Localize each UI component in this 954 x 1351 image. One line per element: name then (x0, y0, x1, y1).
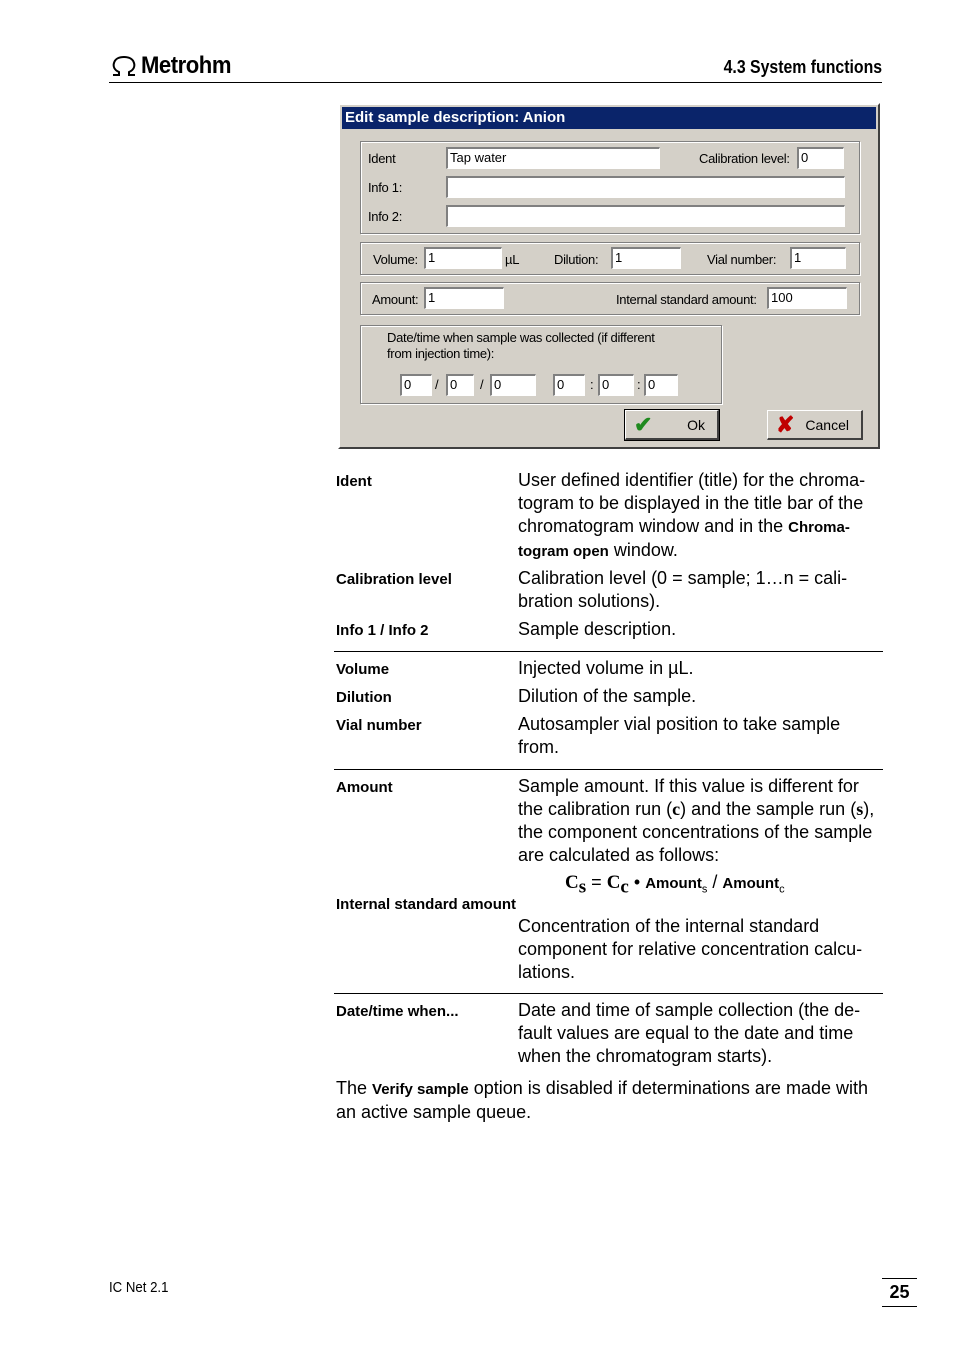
ident-field[interactable]: Tap water (446, 147, 660, 169)
divider (334, 769, 883, 770)
vial-number-label: Vial number: (707, 252, 777, 267)
desc-datetime: Date and time of sample collection (the de-fault values are equal to the date and time when the chromatogram starts). (518, 1000, 861, 1066)
volume-unit: µL (505, 252, 520, 267)
formula-cc: C (606, 872, 621, 893)
info1-label: Info 1: (368, 180, 403, 195)
note-text: The (336, 1078, 373, 1098)
formula-equals: = (591, 872, 602, 892)
section-title: 4.3 System functions (723, 57, 882, 77)
cross-icon: ✘ (776, 411, 795, 437)
term-internal-standard-amount: Internal standard amount (336, 896, 517, 913)
desc-vial-number: Autosampler vial position to take sample from. (518, 714, 841, 757)
date-year-field[interactable]: 0 (490, 374, 536, 396)
calibration-level-field[interactable]: 0 (797, 147, 844, 169)
metrohm-logo (110, 52, 239, 80)
date-separator: / (480, 377, 484, 392)
desc-amount-s: s (856, 799, 864, 819)
desc-amount-text-end: ), the component concentrations of the sample are calculated as follows: (518, 799, 875, 865)
term-info: Info 1 / Info 2 (336, 622, 429, 639)
internal-standard-amount-field[interactable]: 100 (767, 287, 847, 309)
omega-icon (110, 55, 138, 77)
time-second-field[interactable]: 0 (644, 374, 678, 396)
date-separator: / (435, 377, 439, 392)
desc-volume: Injected volume in µL. (518, 658, 694, 678)
date-day-field[interactable]: 0 (400, 374, 432, 396)
formula-amount-s: Amount (645, 875, 702, 892)
desc-dilution: Dilution of the sample. (518, 686, 697, 706)
amount-field[interactable]: 1 (424, 287, 504, 309)
ok-button-label: Ok (687, 416, 705, 433)
formula-cs-sub: s (578, 876, 587, 898)
ident-label: Ident (368, 151, 396, 166)
cancel-button-label: Cancel (805, 416, 849, 433)
desc-ident-text: User defined identifier (title) for the chroma-togram to be displayed in the title bar of the chromatogram window and in the (518, 470, 866, 536)
verify-sample-note (336, 1077, 883, 1124)
divider (334, 651, 883, 652)
datetime-label-line1: Date/time when sample was collected (if different (387, 330, 655, 345)
dialog-titlebar: Edit sample description: Anion (342, 107, 876, 129)
term-vial-number: Vial number (336, 717, 422, 734)
desc-ident-text-end: window. (608, 540, 678, 560)
desc-amount (518, 775, 883, 867)
formula-amount-s-sub: s (701, 883, 708, 896)
term-ident: Ident (336, 473, 372, 490)
info1-field[interactable] (446, 176, 845, 198)
term-datetime: Date/time when... (336, 1003, 459, 1020)
term-calibration-level: Calibration level (336, 571, 452, 588)
desc-amount-text: Sample amount. If this value is different for the calibration run ( (518, 776, 859, 819)
page-number: 25 (882, 1278, 917, 1307)
divider (334, 993, 883, 994)
brand-name: Metrohm (141, 52, 232, 79)
term-volume: Volume (336, 661, 390, 678)
checkmark-icon: ✔ (634, 411, 653, 437)
amount-label: Amount: (372, 292, 419, 307)
calibration-level-label: Calibration level: (699, 151, 790, 166)
formula-amount-c: Amount (722, 875, 780, 892)
datetime-label-line2: from injection time): (387, 346, 495, 361)
volume-field[interactable]: 1 (424, 247, 502, 269)
desc-internal-standard-amount: Concentration of the internal standard component for relative concentration calcu-lations. (518, 916, 863, 982)
date-month-field[interactable]: 0 (446, 374, 474, 396)
formula-cs: C (565, 872, 579, 893)
dilution-field[interactable]: 1 (611, 247, 681, 269)
desc-amount-text-mid: ) and the sample run ( (680, 799, 857, 819)
desc-ident (518, 469, 883, 563)
concentration-formula (565, 872, 785, 899)
volume-label: Volume: (373, 252, 418, 267)
edit-sample-dialog (338, 103, 880, 449)
formula-dot: • (633, 872, 641, 892)
internal-standard-amount-label: Internal standard amount: (616, 292, 757, 307)
header-rule (109, 82, 882, 83)
vial-number-field[interactable]: 1 (790, 247, 846, 269)
desc-calibration-level: Calibration level (0 = sample; 1…n = cali-bration solutions). (518, 568, 848, 611)
info2-field[interactable] (446, 205, 845, 227)
desc-amount-c: c (672, 799, 681, 819)
product-name: IC Net 2.1 (109, 1279, 169, 1296)
time-hour-field[interactable]: 0 (553, 374, 585, 396)
term-dilution: Dilution (336, 689, 392, 706)
formula-slash: / (712, 872, 718, 892)
desc-ident-bold: Chroma-togram open (518, 519, 850, 560)
info2-label: Info 2: (368, 209, 403, 224)
note-bold: Verify sample (372, 1081, 469, 1098)
ok-button[interactable] (625, 410, 719, 440)
time-separator: : (637, 377, 641, 392)
time-minute-field[interactable]: 0 (598, 374, 634, 396)
desc-info: Sample description. (518, 619, 677, 639)
note-text-end: option is disabled if determinations are made with an active sample queue. (336, 1078, 868, 1122)
formula-cc-sub: c (620, 876, 629, 898)
formula-amount-c-sub: c (779, 883, 785, 896)
cancel-button[interactable] (767, 410, 863, 440)
time-separator: : (590, 377, 594, 392)
term-amount: Amount (336, 779, 393, 796)
dilution-label: Dilution: (554, 252, 599, 267)
